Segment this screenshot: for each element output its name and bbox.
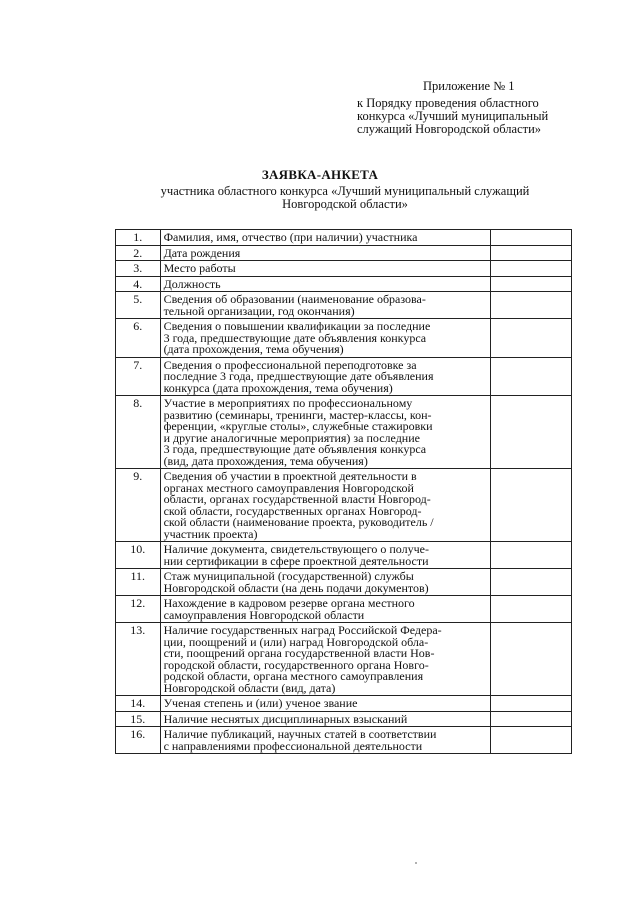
- row-value-field[interactable]: [491, 711, 572, 727]
- table-row: [116, 469, 572, 542]
- row-label-line: (вид, дата прохождения, тема обучения): [163, 453, 368, 468]
- row-label-line: Новгородской области (на день подачи документов): [163, 580, 429, 595]
- row-label-line: родской области, органа местного самоуправления: [163, 669, 424, 683]
- row-value-field[interactable]: [491, 596, 572, 623]
- row-label-line: самоуправления Новгородской области: [163, 607, 365, 622]
- table-row: [116, 569, 572, 596]
- row-number: 5.: [116, 292, 161, 319]
- table-row: [116, 727, 572, 754]
- table-row: [116, 230, 572, 246]
- table-row: [116, 623, 572, 696]
- row-label-line: нии сертификации в сфере проектной деятельности: [163, 553, 429, 568]
- row-label-line: тельной организации, год окончания): [163, 303, 355, 318]
- row-label-line: конкурса (дата прохождения, тема обучения): [163, 380, 393, 395]
- row-label-line: Ученая степень и (или) ученое звание: [163, 696, 358, 710]
- row-label-line: последние 3 года, предшествующие дате объявления: [163, 369, 434, 383]
- row-number: 12.: [116, 596, 161, 623]
- row-label: [160, 230, 491, 246]
- table-row: [116, 245, 572, 261]
- row-label: [160, 292, 491, 319]
- row-label: [160, 319, 491, 358]
- row-label-line: Наличие документа, свидетельствующего о получе-: [163, 542, 429, 556]
- row-number: 4.: [116, 276, 161, 292]
- appendix-line: конкурса «Лучший муниципальный: [357, 109, 549, 123]
- row-label-line: Наличие неснятых дисциплинарных взысканий: [163, 711, 408, 726]
- row-label-line: развитию (семинары, тренинги, мастер-классы, кон-: [163, 407, 432, 422]
- row-label-line: с направлениями профессиональной деятельности: [163, 738, 423, 753]
- row-value-field[interactable]: [491, 357, 572, 396]
- row-label-line: Дата рождения: [163, 245, 241, 260]
- row-number: 1.: [116, 230, 161, 246]
- row-number: 14.: [116, 696, 161, 712]
- row-value-field[interactable]: [491, 276, 572, 292]
- row-label-line: ской области, государственных органах Новгород-: [163, 503, 422, 518]
- row-number: 7.: [116, 357, 161, 396]
- row-label-line: Участие в мероприятиях по профессиональному: [163, 396, 413, 410]
- row-number: 3.: [116, 261, 161, 277]
- row-label: [160, 542, 491, 569]
- row-value-field[interactable]: [491, 727, 572, 754]
- row-label-line: Сведения об образовании (наименование образова-: [163, 292, 426, 306]
- scan-speck: [415, 862, 417, 864]
- row-number: 2.: [116, 245, 161, 261]
- row-value-field[interactable]: [491, 245, 572, 261]
- row-label-line: 3 года, предшествующие дате объявления конкурса: [163, 442, 427, 456]
- appendix-line: к Порядку проведения областного: [357, 96, 539, 110]
- row-label-line: городской области, государственного органа Новго-: [163, 657, 429, 672]
- table-row: [116, 261, 572, 277]
- row-label: [160, 245, 491, 261]
- appendix-number: Приложение № 1: [423, 79, 515, 93]
- form-title: ЗАЯВКА-АНКЕТА: [261, 167, 379, 182]
- table-row: [116, 711, 572, 727]
- row-label: [160, 469, 491, 542]
- row-value-field[interactable]: [491, 469, 572, 542]
- row-label: [160, 711, 491, 727]
- row-label-line: Сведения о профессиональной переподготовке за: [163, 357, 417, 372]
- row-value-field[interactable]: [491, 292, 572, 319]
- row-label-line: ференции, «круглые столы», служебные стажировки: [163, 419, 433, 433]
- row-label: [160, 276, 491, 292]
- row-label-line: Новгородской области (вид, дата): [163, 680, 336, 695]
- row-label-line: Сведения об участии в проектной деятельности в: [163, 469, 417, 483]
- row-label-line: ской области (наименование проекта, руководитель /: [163, 515, 434, 529]
- table-row: [116, 542, 572, 569]
- row-label: [160, 569, 491, 596]
- row-label-line: органах местного самоуправления Новгородской: [163, 480, 414, 495]
- subtitle-line: участника областного конкурса «Лучший муниципальный служащий: [160, 184, 530, 198]
- row-label: [160, 261, 491, 277]
- row-value-field[interactable]: [491, 696, 572, 712]
- row-number: 13.: [116, 623, 161, 696]
- row-label: [160, 727, 491, 754]
- row-label-line: Стаж муниципальной (государственной) службы: [163, 569, 414, 583]
- table-row: [116, 319, 572, 358]
- row-label-line: 3 года, предшествующие дате объявления конкурса: [163, 330, 427, 345]
- row-label-line: Фамилия, имя, отчество (при наличии) участника: [163, 230, 418, 244]
- row-number: 10.: [116, 542, 161, 569]
- row-number: 8.: [116, 396, 161, 469]
- appendix-line: служащий Новгородской области»: [357, 122, 542, 136]
- row-value-field[interactable]: [491, 623, 572, 696]
- row-value-field[interactable]: [491, 230, 572, 246]
- row-number: 6.: [116, 319, 161, 358]
- row-label-line: (дата прохождения, тема обучения): [163, 342, 344, 356]
- row-label-line: Должность: [163, 276, 221, 291]
- row-label-line: Наличие государственных наград Российской Федера-: [163, 623, 442, 637]
- subtitle-line: Новгородской области»: [282, 197, 408, 211]
- row-label-line: Место работы: [163, 261, 236, 275]
- row-label: [160, 696, 491, 712]
- row-label: [160, 357, 491, 396]
- row-label-line: Нахождение в кадровом резерве органа местного: [163, 596, 415, 610]
- table-row: [116, 357, 572, 396]
- table-row: [116, 276, 572, 292]
- row-value-field[interactable]: [491, 569, 572, 596]
- row-label-line: области, органах государственной власти Новгород-: [163, 492, 431, 506]
- row-label: [160, 623, 491, 696]
- row-value-field[interactable]: [491, 319, 572, 358]
- application-form-table: [115, 229, 572, 754]
- table-row: [116, 696, 572, 712]
- row-label-line: Сведения о повышении квалификации за последние: [163, 319, 431, 333]
- row-label: [160, 396, 491, 469]
- row-number: 15.: [116, 711, 161, 727]
- form-subtitle: [130, 185, 560, 211]
- table-row: [116, 596, 572, 623]
- row-label-line: и другие аналогичные мероприятия) за последние: [163, 430, 420, 445]
- row-value-field[interactable]: [491, 542, 572, 569]
- row-number: 16.: [116, 727, 161, 754]
- row-label: [160, 596, 491, 623]
- row-label-line: Наличие публикаций, научных статей в соответствии: [163, 727, 437, 741]
- row-label-line: участник проекта): [163, 526, 258, 541]
- row-number: 11.: [116, 569, 161, 596]
- row-number: 9.: [116, 469, 161, 542]
- table-row: [116, 292, 572, 319]
- row-label-line: ции, поощрений и (или) наград Новгородской обла-: [163, 634, 429, 649]
- table-row: [116, 396, 572, 469]
- row-label-line: сти, поощрений органа государственной власти Нов-: [163, 646, 435, 660]
- form-table-body: [116, 230, 572, 754]
- row-value-field[interactable]: [491, 261, 572, 277]
- appendix-header: [357, 80, 627, 136]
- row-value-field[interactable]: [491, 396, 572, 469]
